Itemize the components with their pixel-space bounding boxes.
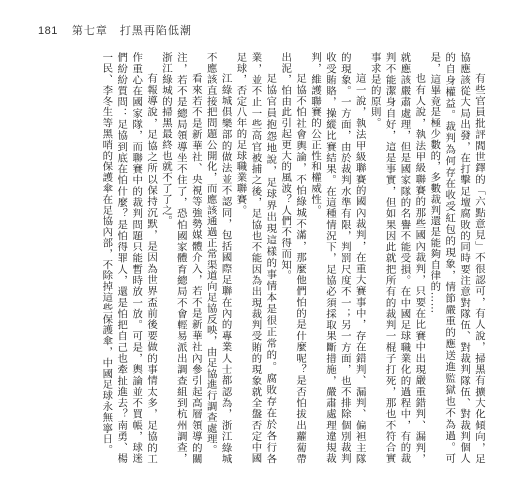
chapter-title: 第七章 打黑再陷低潮 [71, 24, 192, 37]
paragraph: 看來若不是新華社、央視等強勢媒體介入，若不是新華社內參引起高層領導的關注，若不是總局領導坐不住了，恐怕國家體育總局不會輕易派出調查組到杭州調查，浙江綠城的掃黑最終也就不了了之。 [159, 52, 202, 464]
paragraph: 江綠城俱樂部的做法並不認同，包括國際足聯在內的專業人士都認為，浙江綠城不應該直接把問題公開化，而應該通過正常渠道向足協反映，由足協進行調查處理。 [204, 52, 232, 464]
paragraph: 足協官員抱怨地說，足球界出現這樣的事情本是很正常的。腐敗存在於各行各業，並不止一些高官被捕之後，足協也不能因為出現裁判受賄的現象就全盤否定中國足球，否定八年的足球職業聯賽。 [234, 52, 277, 464]
paragraph: 有報導說，足協之所以保持沉默，是因為世界盃前後要做的事情太多，足協的工作重心在國家隊，而聯賽中的裁判問題只能暫時放一放。可是，輿論並不買帳，球迷們紛紛質問：足協到底在怕什麼？是怕得罪人，還是怕把自己也牽扯進去？南勇、楊一民、李冬生等黑哨的保護傘在足協內部，不除掉這些保護傘，中國足球永無寧日。 [100, 52, 158, 464]
paragraph: 這一說，執法甲級聯賽的國內裁判，在重大賽事中，存在錯判、漏判、偏袒主隊的現象。一方面，由於裁判水準有限，判罰尺度不一；另一方面，也不排除個別裁判收受賄賂，操縱比賽結果。在這種情況下，足協必須採取果斷措施，嚴肅處理違規裁判，維護聯賽的公正性和權威性。 [309, 52, 366, 464]
page-header [38, 22, 192, 38]
body-text [56, 52, 486, 464]
paragraph: 也有人說，執法甲級聯賽的那些國內裁判，只要在比賽中出現嚴重錯判、漏判，就應該嚴肅處理，但是國家隊的名譽不能受損。在中國足球職業化的過程中，有的裁判不能潔身自好，這是事實，但如果因此就把所有的裁判一棍子打死，那也不符合實事求是的原則。 [368, 52, 426, 464]
page-number: 181 [38, 25, 58, 37]
paragraph: 有些官員批評閻世鐸的「六點意見」不很認可，有人說，掃黑有擴大化傾向，足協應該從大局出發，在打擊足壇腐敗的同時要注意對隊伍、對裁判隊伍、對裁判個人的自身權益。裁判為何存在收受紅包的現象，情節嚴重的應送進監獄也不為過。可是，這畢竟是極少數的，多數裁判還是能夠自律的…… [428, 52, 485, 464]
paragraph: 足協不怕社會輿論，不怕綠城不滿，那麼他們怕的是什麼呢？是否怕拔出蘿蔔帶出泥，怕由此引起更大的風波？人們不得而知。 [279, 52, 307, 464]
